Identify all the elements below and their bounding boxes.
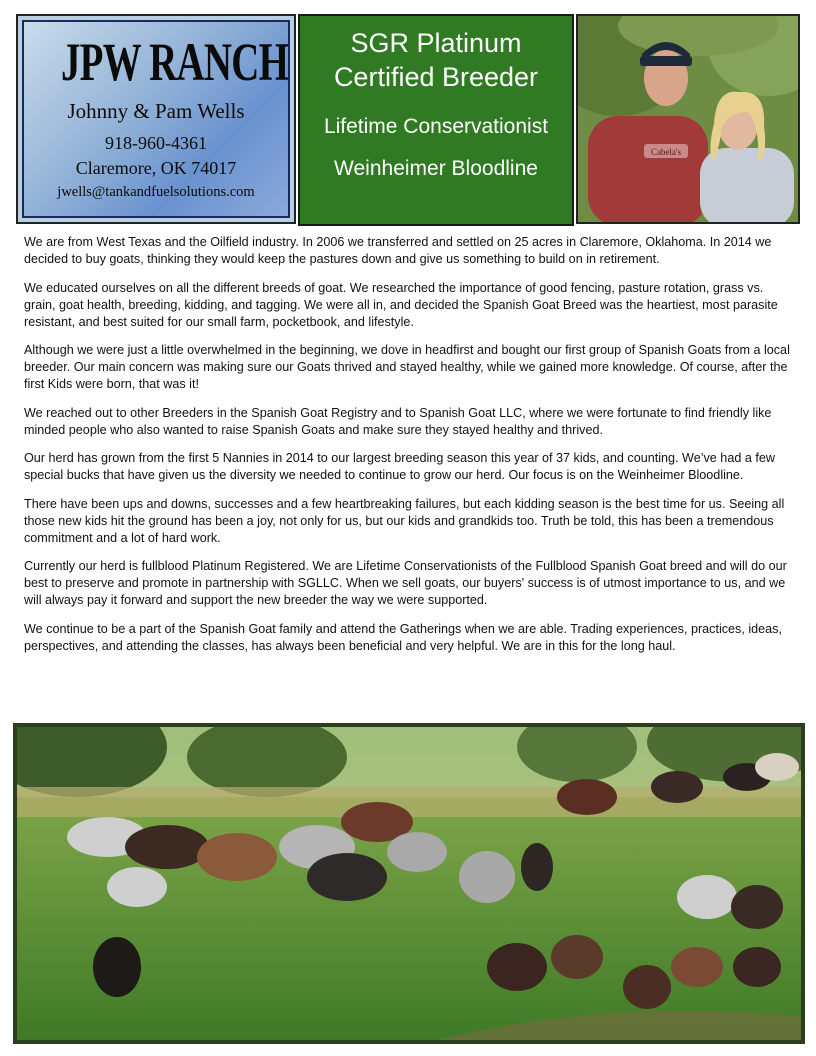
paragraph: There have been ups and downs, successes and a few heartbreaking failures, but each kidding season is the best time for us. Seeing all those new kids hit the ground has been a joy, not only for us, but our kids and grandkids too. Truth be told, this has been a tremendous commitment and a lot of hard work. — [24, 496, 785, 545]
ranch-logo-card — [22, 20, 290, 218]
city-address: Claremore, OK 74017 — [75, 158, 237, 178]
paragraph: We continue to be a part of the Spanish Goat family and attend the Gatherings when we are able. Trading experiences, practices, ideas, perspectives, and attending the classes, has always been beneficial and very helpful. We are in this for the long haul. — [24, 621, 782, 653]
paragraph: Although we were just a little overwhelmed in the beginning, we dove in headfirst and bought our first group of Spanish Goats from a local breeder. Our main concern was making sure our Goats thrived and stayed healthy, while we gained more knowledge. Of course, after the first Kids were born, that was it! — [24, 343, 790, 391]
ranch-story — [24, 234, 796, 666]
owners-portrait-illustration — [578, 16, 798, 222]
ranch-name: JPW RANCH — [60, 32, 289, 92]
shirt-logo: Cabela's — [650, 147, 682, 157]
badge-line-sgr-platinum: SGR Platinum — [350, 28, 522, 58]
page-header — [16, 14, 800, 226]
email-address: jwells@tankandfuelsolutions.com — [57, 184, 255, 200]
paragraph: We educated ourselves on all the different breeds of goat. We researched the importance of good fencing, pasture rotation, grass vs. grain, goat health, breeding, kidding, and tagging. We were all in, and decided the Spanish Goat Breed was the heartiest, most parasite resistant, and best suited for our small farm, pocketbook, and lifestyle. — [24, 280, 778, 329]
goat-herd-illustration — [17, 727, 801, 1040]
certification-badge — [298, 14, 574, 226]
paragraph: Our herd has grown from the first 5 Nannies in 2014 to our largest breeding season this year of 37 kids, and counting. We’ve had a few special bucks that have given us the diversity we needed to continue to grow our herd. Our focus is on the Weinheimer Bloodline. — [24, 451, 775, 482]
phone-number: 918-960-4361 — [105, 133, 207, 153]
ranch-logo — [16, 14, 296, 224]
paragraph: We are from West Texas and the Oilfield industry. In 2006 we transferred and settled on 25 acres in Claremore, Oklahoma. In 2014 we decided to buy goats, thinking they would keep the pastures down and give us something to build on in retirement. — [24, 235, 772, 266]
paragraph: Currently our herd is fullblood Platinum Registered. We are Lifetime Conservationists of the Fullblood Spanish Goat breed and will do our best to preserve and promote in partnership with SGLLC. When we sell goats, our buyers' success is of utmost importance to us, and we will always pay it forward and support the new breeder the way we were supported. — [24, 559, 787, 607]
goat-herd-photo — [13, 723, 805, 1044]
man-shirt — [588, 116, 708, 222]
owner-names: Johnny & Pam Wells — [67, 99, 245, 123]
badge-line-conservationist: Lifetime Conservationist — [323, 115, 549, 138]
badge-line-certified-breeder: Certified Breeder — [333, 62, 539, 92]
paragraph: We reached out to other Breeders in the Spanish Goat Registry and to Spanish Goat LLC, where we were fortunate to find friendly like minded people who also wanted to raise Spanish Goats and make sure they stayed healthy and thrived. — [24, 405, 772, 437]
badge-line-bloodline: Weinheimer Bloodline — [334, 157, 538, 180]
owners-portrait-photo — [576, 14, 800, 224]
